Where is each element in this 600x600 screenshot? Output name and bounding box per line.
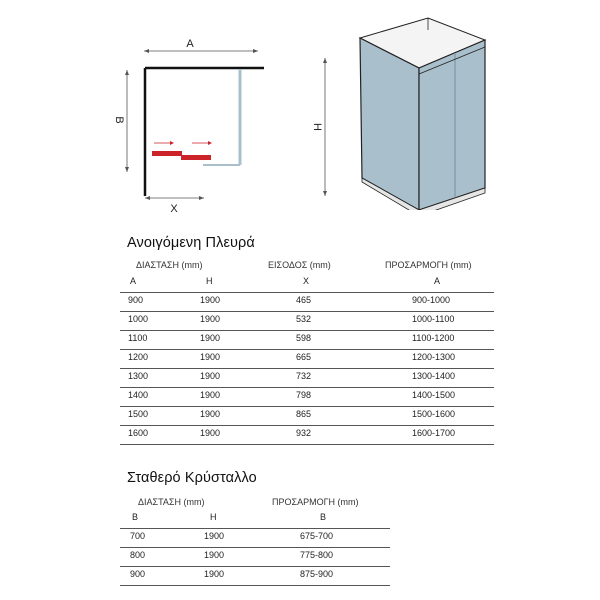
s1-cell: 1500: [128, 409, 149, 419]
s2-col-h: H: [210, 512, 217, 522]
s1-cell: 532: [296, 314, 312, 324]
table-row: [120, 330, 494, 350]
s1-cell: 1900: [200, 314, 221, 324]
section-2-table: [120, 509, 390, 585]
s1-header-fit: ΠΡΟΣΑΡΜΟΓΗ (mm): [385, 260, 472, 270]
s1-cell: 1000-1100: [412, 314, 455, 324]
s1-header-size: ΔΙΑΣΤΑΣΗ (mm): [136, 260, 203, 270]
s1-cell: 932: [296, 428, 312, 438]
s1-cell: 900: [128, 295, 144, 305]
table-row: [120, 547, 390, 567]
s1-cell: 1400: [128, 390, 149, 400]
s1-cell: 665: [296, 352, 312, 362]
s1-cell: 732: [296, 371, 312, 381]
s1-col-fit-a: A: [434, 276, 441, 286]
slide-arrow-1-head: [170, 141, 174, 145]
s2-cell: 700: [130, 531, 146, 541]
s2-header-size: ΔΙΑΣΤΑΣΗ (mm): [138, 497, 205, 507]
dim-b-arrow-bottom: [125, 167, 129, 172]
s1-cell: 1300: [128, 371, 149, 381]
table-row: [120, 368, 494, 388]
s2-cell: 875-900: [300, 569, 334, 579]
s1-cell: 1900: [200, 409, 221, 419]
s1-cell: 1600-1700: [412, 428, 456, 438]
s2-cell: 900: [130, 569, 146, 579]
dim-x-arrow-right: [199, 196, 204, 200]
table-row: [120, 406, 494, 426]
s1-col-a: A: [130, 276, 137, 286]
s1-cell: 900-1000: [412, 295, 451, 305]
table-row: [120, 311, 494, 331]
dim-x-label: X: [170, 203, 178, 215]
s1-column-header-row: [120, 273, 494, 293]
s1-cell: 1900: [200, 390, 221, 400]
s2-cell: 775-800: [300, 550, 334, 560]
table-row: [120, 566, 390, 586]
s1-cell: 1500-1600: [412, 409, 456, 419]
s1-cell: 1600: [128, 428, 149, 438]
s1-cell: 598: [296, 333, 312, 343]
s2-cell: 1900: [204, 550, 225, 560]
s1-cell: 465: [296, 295, 312, 305]
s2-col-fit-b: B: [320, 512, 327, 522]
s1-col-x: X: [303, 276, 310, 286]
s1-cell: 1200: [128, 352, 149, 362]
s2-cell: 800: [130, 550, 146, 560]
front-glass-panel: [419, 40, 485, 210]
dim-h-arrow-top: [323, 58, 327, 63]
sliding-door-2: [181, 155, 211, 160]
s1-cell: 1900: [200, 333, 221, 343]
table-row: [120, 425, 494, 445]
section-2-title: Σταθερό Κρύσταλλο: [127, 470, 257, 486]
s1-cell: 1300-1400: [412, 371, 456, 381]
s1-cell: 1900: [200, 371, 221, 381]
s1-cell: 1900: [200, 428, 221, 438]
s2-cell: 675-700: [300, 531, 334, 541]
section-1-title: Ανοιγόμενη Πλευρά: [127, 235, 255, 251]
table-row: [120, 387, 494, 407]
s1-col-h: H: [206, 276, 213, 286]
s1-cell: 1000: [128, 314, 149, 324]
table-row: [120, 528, 390, 548]
s1-cell: 798: [296, 390, 312, 400]
plan-view-diagram: [100, 30, 280, 220]
s1-cell: 1100: [128, 333, 148, 343]
s2-cell: 1900: [204, 569, 225, 579]
s1-cell: 1900: [200, 352, 221, 362]
dim-b-arrow-top: [125, 70, 129, 75]
s1-cell: 1400-1500: [412, 390, 456, 400]
perspective-view-diagram: [300, 10, 500, 210]
s2-column-header-row: [120, 509, 390, 529]
s1-cell: 865: [296, 409, 312, 419]
sliding-door-1: [152, 151, 182, 156]
section-1-table: [120, 273, 494, 444]
dim-h-label: H: [311, 123, 323, 131]
s2-cell: 1900: [204, 531, 225, 541]
s1-cell: 1900: [200, 295, 221, 305]
dim-a-label: A: [186, 38, 194, 50]
dim-h-arrow-bottom: [323, 191, 327, 196]
dim-a-arrow-left: [144, 49, 149, 53]
table-row: [120, 349, 494, 369]
dim-x-arrow-left: [145, 196, 150, 200]
slide-arrow-2-head: [208, 141, 212, 145]
dim-a-arrow-right: [253, 49, 258, 53]
s2-header-fit: ΠΡΟΣΑΡΜΟΓΗ (mm): [272, 497, 359, 507]
table-row: [120, 292, 494, 312]
s1-header-entrance: ΕΙΣΟΔΟΣ (mm): [268, 260, 331, 270]
dim-b-label: B: [113, 116, 125, 124]
s2-col-b: B: [132, 512, 139, 522]
s1-cell: 1100-1200: [412, 333, 455, 343]
s1-cell: 1200-1300: [412, 352, 456, 362]
